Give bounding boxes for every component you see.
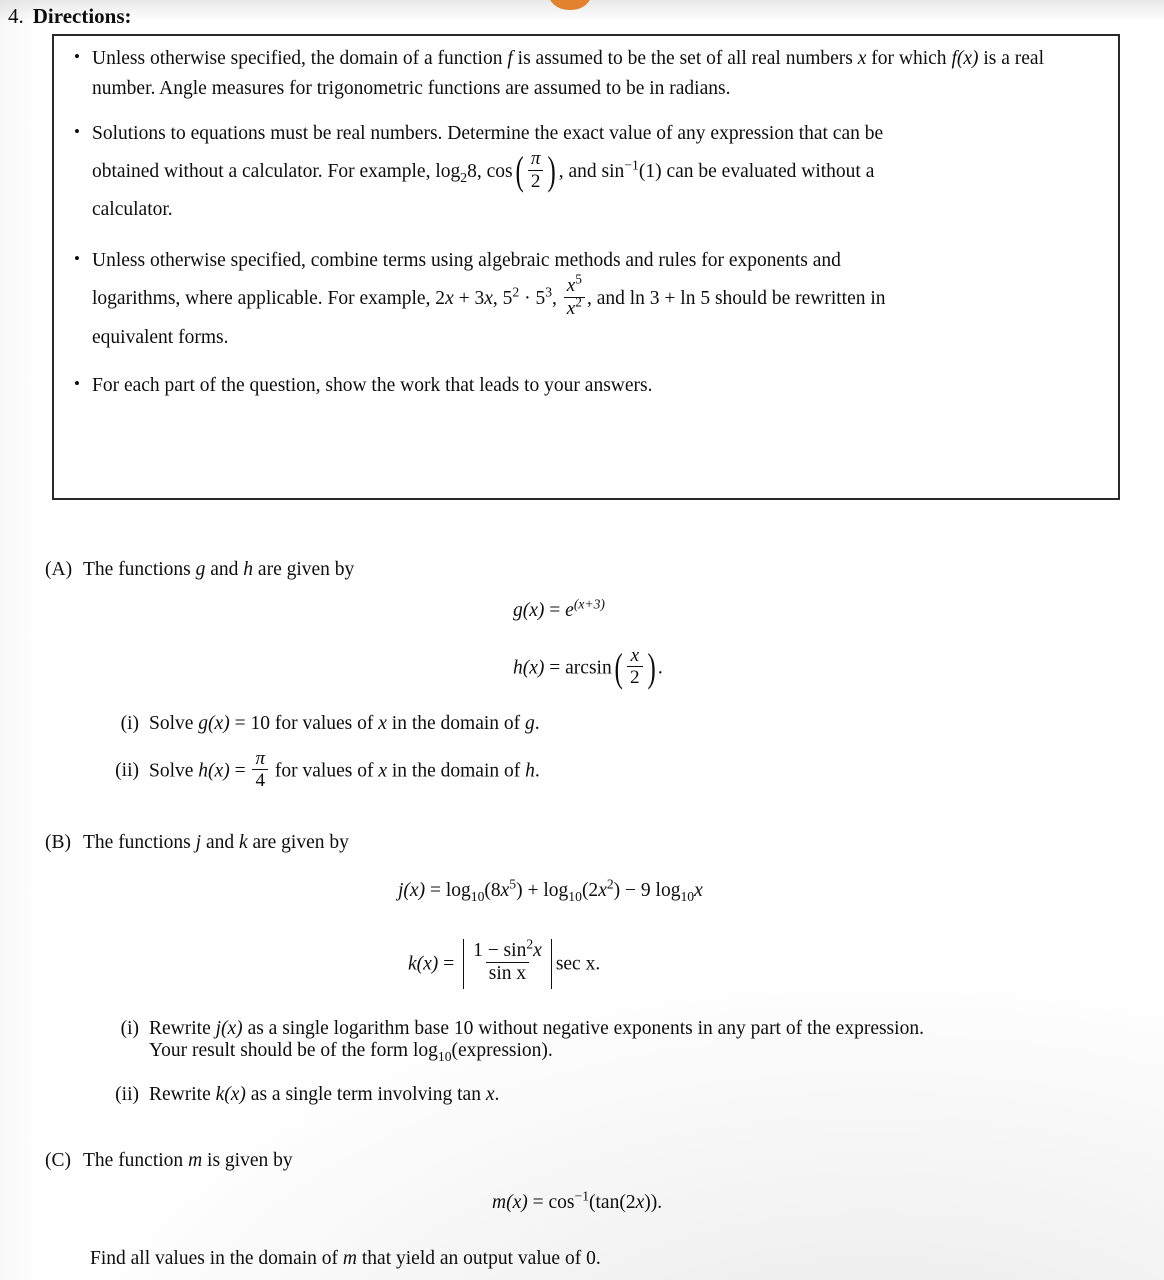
bullet-glyph: •	[74, 374, 80, 394]
part-a-label: (A)	[45, 559, 73, 580]
part-c-closing-instruction: Find all values in the domain of m that yield an output value of 0.	[90, 1248, 601, 1269]
direction-item-combine-terms-rule	[72, 244, 1106, 355]
bullet-glyph: •	[74, 47, 80, 66]
orange-pill-decoration	[548, 0, 592, 10]
equation-h-definition: h(x) = arcsin( $\frac{x}{2}$ ) .	[513, 644, 663, 690]
abs-bar-right	[551, 939, 552, 989]
part-b-subitems	[95, 1018, 1125, 1106]
direction-text: Unless otherwise specified, combine terms using algebraic methods and rules for exponents and logarithms, where applicable. For example, 2x + 3x, $5^2 \cdot 5^3$, $\frac{x^5}{x^2}$ , and ln 3 + ln 5 should be rewritten in equivalent forms.	[92, 250, 886, 348]
part-a-lead: (A) The functions g and h are given by	[45, 555, 354, 584]
equation-m-definition: $m(x) = \cos^{-1}(\tan(2x))$.	[492, 1188, 663, 1213]
direction-text: Solutions to equations must be real numbers. Determine the exact value of any expression that can be obtained without a calculator. For example, $\log_28$, cos( $\frac{\pi}{2}$ ) , and $\sin^{-1}(1)$ can be evaluated without a calculator.	[92, 122, 884, 221]
direction-item-show-work-rule	[72, 371, 1106, 401]
subitem-text: Solve g(x) = 10 for values of x in the domain of g.	[149, 713, 540, 734]
part-b-item-ii	[95, 1084, 1125, 1106]
direction-item-exact-value-rule	[72, 117, 1106, 228]
abs-bar-left	[463, 939, 464, 989]
direction-text: For each part of the question, show the work that leads to your answers.	[92, 375, 653, 397]
subitem-roman: (i)	[120, 713, 139, 734]
bullet-glyph: •	[74, 249, 80, 269]
directions-label: Directions:	[32, 4, 132, 28]
direction-item-domain-rule	[72, 44, 1106, 104]
subitem-text: Solve h(x) = $\frac{\pi}{4}$ for values of x in the domain of h.	[149, 747, 540, 792]
subitem-roman: (i)	[120, 1018, 139, 1039]
subitem-text: Rewrite k(x) as a single term involving tan x.	[149, 1084, 500, 1105]
subitem-text: Rewrite j(x) as a single logarithm base 10 without negative exponents in any part of the expression. Your result should be of the form $\log_{10}(expression)$.	[149, 1018, 924, 1064]
part-b-item-i	[95, 1018, 1125, 1062]
direction-text: Unless otherwise specified, the domain of a function f is assumed to be the set of all real numbers x for which f(x) is a real number. Angle measures for trigonometric functions are assumed to be in radians.	[92, 48, 1045, 99]
part-b-label: (B)	[45, 832, 71, 853]
part-a-item-ii	[95, 747, 795, 793]
subitem-roman: (ii)	[115, 760, 139, 782]
equation-g-definition: $g(x) = e^{(x+3)}$	[513, 596, 605, 621]
question-number: 4.	[8, 4, 24, 28]
subitem-roman: (ii)	[115, 1084, 139, 1105]
part-b-lead: (B) The functions j and k are given by	[45, 828, 349, 857]
part-c-lead: (C) The function m is given by	[45, 1146, 293, 1175]
question-heading	[8, 6, 132, 27]
equation-k-definition: k(x) = $\frac{1 - \sin^2x}{\text{sin x}}$ sec x.	[408, 940, 600, 990]
directions-list	[72, 44, 1106, 401]
equation-j-definition: $j(x) = \log_{10}(8x^5) + \log_{10}(2x^2) - 9$ $\log_{10}x$	[398, 876, 703, 904]
bullet-glyph: •	[74, 121, 80, 141]
part-a-subitems	[95, 713, 795, 793]
part-c-label: (C)	[45, 1150, 71, 1171]
directions-box	[52, 34, 1120, 500]
part-a-item-i	[95, 713, 795, 735]
